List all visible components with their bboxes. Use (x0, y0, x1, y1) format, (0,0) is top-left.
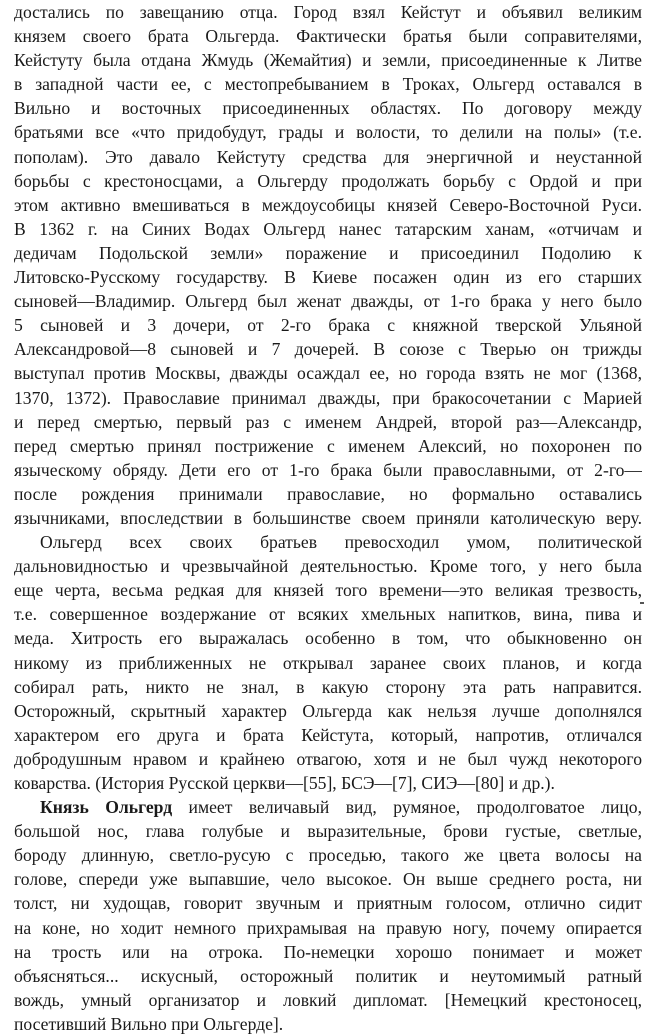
paragraph-3 (14, 795, 642, 1036)
text-line: голове, спереди уже выпавшие, чело высокое. Он выше среднего роста, ни (14, 869, 642, 890)
text-line: борьбы с крестоносцами, а Ольгерду продолжать борьбу с Ордой и при (14, 170, 642, 191)
text-line: бороду длинную, светло-русую с проседью, такого же цвета волосы на (14, 845, 642, 866)
text-line: князем своего брата Ольгерда. Фактически братья были соправителями, (14, 26, 642, 47)
text-line: никому из приближенных не открывал заранее своих планов, и когда (14, 652, 642, 673)
text-line: толст, ни худощав, говорит звучным и приятным голосом, отлично сидит (14, 893, 642, 914)
paragraph-2 (14, 530, 642, 795)
text-line: Литовско-Русскому государству. В Киеве посажен один из его старших (14, 267, 642, 288)
text-line: в западной части ее, с местопребыванием в Троках, Ольгерд оставался в (14, 74, 642, 95)
text-line: язычниками, впоследствии в большинстве своем приняли католическую веру. (14, 507, 642, 528)
scan-speck (640, 602, 644, 604)
bold-lead: Князь Ольгерд (40, 797, 173, 818)
text-line: коварства. (История Русской церкви—[55], БСЭ—[7], СИЭ—[80] и др.). (14, 773, 555, 793)
text-line: перед смертью принял пострижение с именем Алексий, но похоронен по (14, 435, 642, 456)
text-line: сыновей—Владимир. Ольгерд был женат дважды, от 1-го брака у него было (14, 291, 642, 312)
text-line: этом активно вмешиваться в междоусобицы князей Северо-Восточной Руси. (14, 194, 642, 215)
text-line: т.е. совершенное воздержание от всяких хмельных напитков, вина, пива и (14, 604, 642, 625)
text-line: добродушным нравом и крайнею отвагою, хотя и не был чужд некоторого (14, 748, 642, 769)
text-line: меда. Хитрость его выражалась особенно в том, что обыкновенно он (14, 628, 642, 649)
text-line: характером его друга и брата Кейстута, который, напротив, отличался (14, 724, 642, 745)
text-line: на коне, но ходит немного прихрамывая на правую ногу, почему опирается (14, 917, 642, 938)
text-line: пополам). Это давало Кейстуту средства для энергичной и неустанной (14, 146, 642, 167)
lead-line-rest: имеет величавый вид, румяное, продолговатое лицо, (172, 797, 642, 818)
text-line: Кейстуту была отдана Жмудь (Жемайтия) и земли, присоединенные к Литве (14, 50, 642, 71)
text-line: Александровой—8 сыновей и 7 дочерей. В союзе с Тверью он трижды (14, 339, 642, 360)
paragraph-1 (14, 0, 642, 530)
text-line: и перед смертью, первый раз с именем Андрей, второй раз—Александр, (14, 411, 642, 432)
text-line: большой нос, глава голубые и выразительные, брови густые, светлые, (14, 821, 642, 842)
text-line: после рождения принимали православие, но формально оставались (14, 483, 642, 504)
text-line: дедичам Подольской земли» поражение и присоединил Подолию к (14, 242, 642, 263)
text-line: Вильно и восточных присоединенных областях. По договору между (14, 98, 642, 119)
text-line: дальновидностью и чрезвычайной деятельностью. Кроме того, у него была (14, 556, 642, 577)
text-line: еще черта, весьма редкая для князей того времени—это великая трезвость, (14, 580, 642, 601)
text-line (14, 795, 642, 819)
text-line: братьями все «что придобудут, грады и волости, то делили на полы» (т.е. (14, 122, 642, 143)
text-line: выступал против Москвы, дважды осаждал ее, но города взять не мог (1368, (14, 363, 642, 384)
document-page (14, 0, 642, 1036)
text-line: посетивший Вильно при Ольгерде]. (14, 1013, 284, 1034)
text-line: языческому обряду. Дети его от 1-го брака были православными, от 2-го— (14, 459, 642, 480)
text-line: 1370, 1372). Православие принимал дважды, при бракосочетании с Марией (14, 387, 642, 408)
text-line: 5 сыновей и 3 дочери, от 2-го брака с княжной тверской Ульяной (14, 315, 642, 336)
text-line: В 1362 г. на Синих Водах Ольгерд нанес татарским ханам, «отчичам и (14, 218, 642, 239)
text-line: достались по завещанию отца. Город взял Кейстут и объявил великим (14, 2, 642, 22)
text-line: Ольгерд всех своих братьев превосходил умом, политической (40, 532, 642, 553)
text-line: Осторожный, скрытный характер Ольгерда как нельзя лучше дополнялся (14, 700, 642, 721)
text-line: вождь, умный организатор и ловкий дипломат. [Немецкий крестоносец, (14, 989, 642, 1010)
text-line: собирал рать, никто не знал, в какую сторону эта рать направится. (14, 676, 642, 697)
text-line: объясняться... искусный, осторожный политик и неутомимый ратный (14, 965, 642, 986)
text-line: на трость или на отрока. По-немецки хорошо понимает и может (14, 941, 642, 962)
